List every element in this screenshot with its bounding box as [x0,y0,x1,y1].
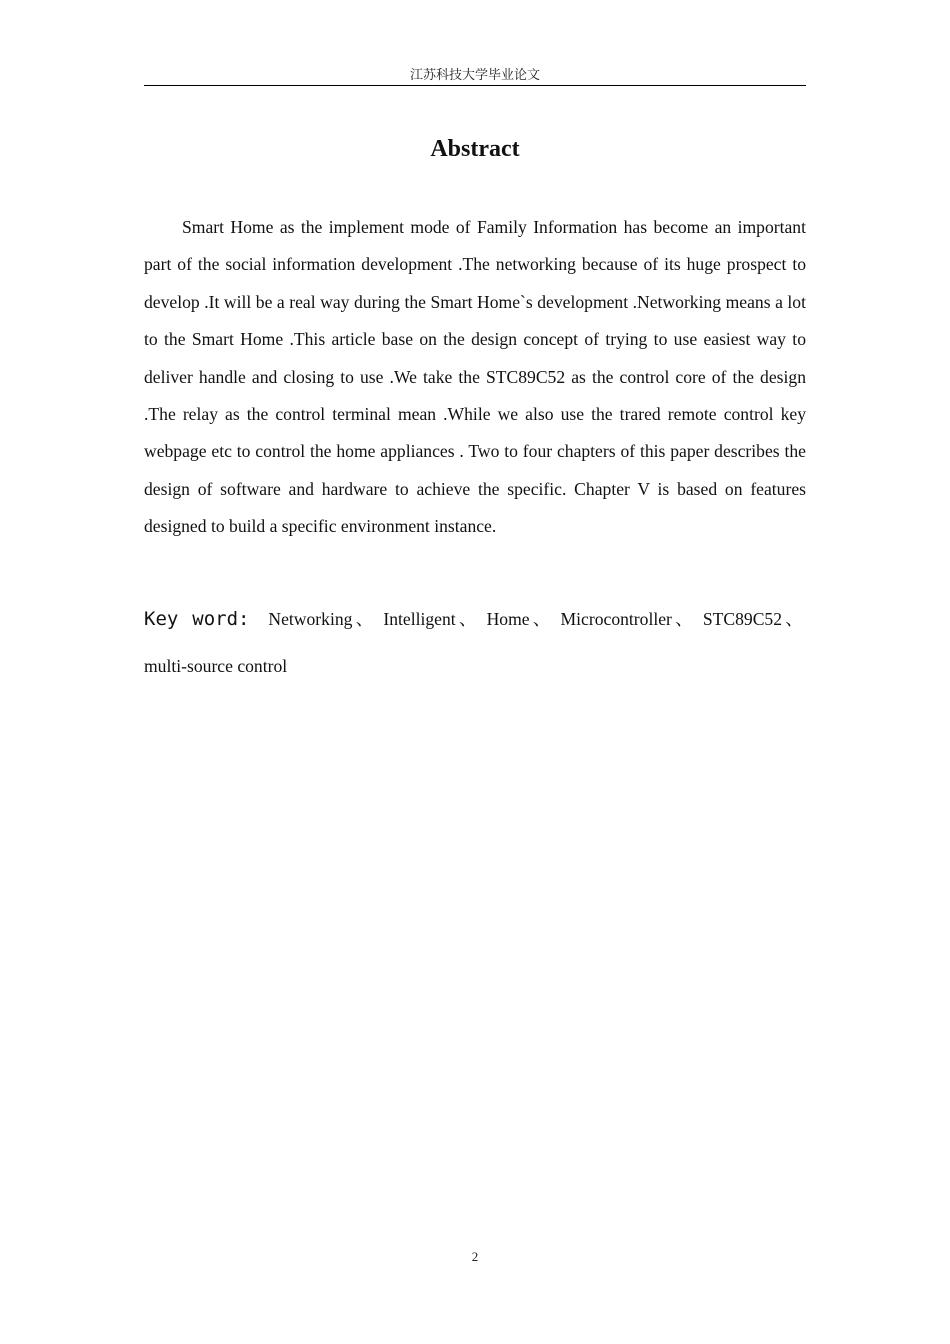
abstract-paragraph: Smart Home as the implement mode of Family Information has become an important part of the social information development .The networking because of its huge prospect to develop .It will be a real way during the Smart Home`s development .Networking means a lot to the Smart Home .This article base on the design concept of trying to use easiest way to deliver handle and closing to use .We take the STC89C52 as the control core of the design .The relay as the control terminal mean .While we also use the trared remote control key webpage etc to control the home appliances . Two to four chapters of this paper describes the design of software and hardware to achieve the specific. Chapter V is based on features designed to build a specific environment instance. [144,217,806,537]
keyword-item: Microcontroller [560,609,672,629]
keyword-separator: 、 [355,609,374,629]
keyword-item: Intelligent [383,609,456,629]
keyword-separator: 、 [532,609,551,629]
keyword-separator: 、 [675,609,693,629]
running-header: 江苏科技大学毕业论文 [409,67,540,82]
keywords-line [144,596,806,690]
keyword-separator: 、 [785,609,803,629]
keyword-item: multi-source control [144,656,288,676]
keywords-label: Key word: [144,608,250,630]
keyword-item: Networking [268,609,353,629]
page-number: 2 [471,1249,479,1264]
header-rule [144,85,806,86]
keyword-item: Home [486,609,530,629]
abstract-title: Abstract [430,136,520,162]
keyword-separator: 、 [458,609,477,629]
keyword-item: STC89C52 [702,609,783,629]
